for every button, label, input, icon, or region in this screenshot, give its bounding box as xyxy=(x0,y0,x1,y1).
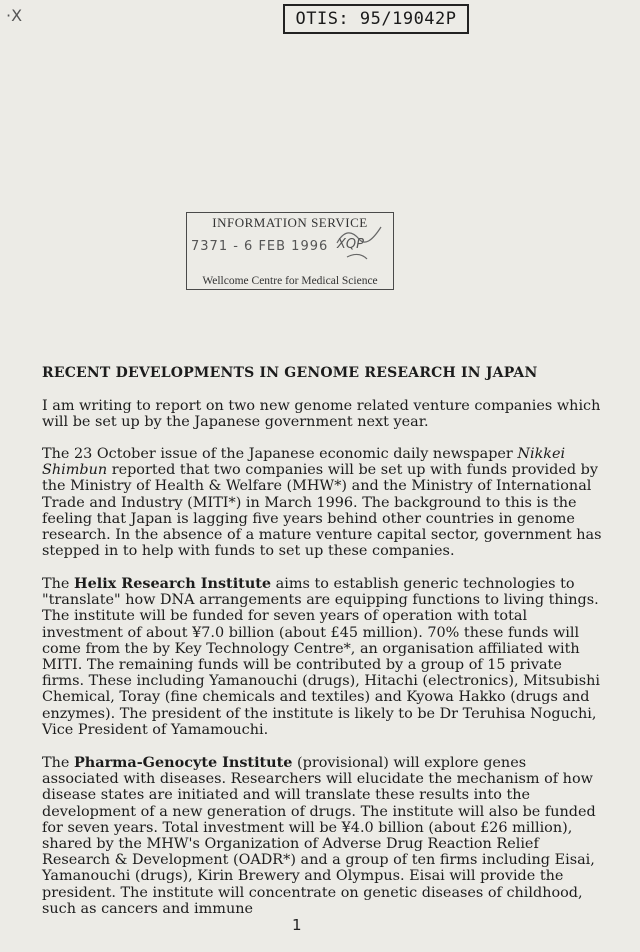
stamp-title: INFORMATION SERVICE xyxy=(212,215,368,230)
library-received-stamp xyxy=(186,212,394,290)
newspaper-name: Nikkei Shimbun xyxy=(42,446,566,479)
p3-text-end: aims to establish generic technologies to "translate" how DNA arrangements are equipping functions to living things. The institute will be funded for seven years of operation with total investment of about ¥7.0 billion (about £45 million). 70% these funds will come from the by Key Technology Centre*, an organisation affiliated with MITI. The remaining funds will be contributed by a group of 15 private firms. These including Yamanouchi (drugs), Hitachi (electronics), Mitsubishi Chemical, Toray (fine chemicals and textiles) and Kyowa Hakko (drugs and enzymes). The president of the institute is likely to be Dr Teruhisa Noguchi, Vice President of Yamamouchi. xyxy=(42,576,600,738)
page-number: 1 xyxy=(292,916,302,934)
paragraph-background xyxy=(42,446,602,559)
helix-institute-name: Helix Research Institute xyxy=(73,575,272,592)
paragraph-intro: I am writing to report on two new genome related venture companies which will be set up by the Japanese government next year. xyxy=(42,398,601,431)
p3-text-start: The xyxy=(42,576,74,592)
p4-text-start: The xyxy=(42,755,74,771)
paragraph-helix-institute xyxy=(42,576,602,738)
corner-handwritten-mark: ·X xyxy=(6,6,23,25)
p4-text-end: (provisional) will explore genes associated with diseases. Researchers will elucidate the mechanism of how disease states are initiated and will translate these results into the development of a new generation of drugs. The institute will also be funded for seven years. Total investment will be ¥4.0 billion (about £26 million), shared by the MHW's Organization of Adverse Drug Reaction Relief Research & Development (OADR*) and a group of ten firms including Eisai, Yamanouchi (drugs), Kirin Brewery and Olympus. Eisai will provide the president. The institute will concentrate on genetic diseases of childhood, such as cancers and immune xyxy=(42,755,596,917)
stamp-handwriting: XQP xyxy=(337,237,364,252)
paragraph-pharma-genocyte-institute xyxy=(42,755,602,917)
reference-number-box: OTIS: 95/19042P xyxy=(283,4,469,34)
p2-text-start: The 23 October issue of the Japanese economic daily newspaper xyxy=(42,446,518,462)
stamp-date: 7371 - 6 FEB 1996 xyxy=(191,239,329,254)
pharma-genocyte-institute-name: Pharma-Genocyte Institute xyxy=(73,754,293,771)
stamp-footer: Wellcome Centre for Medical Science xyxy=(202,275,378,287)
p2-text-end: reported that two companies will be set up with funds provided by the Ministry of Health & Welfare (MHW*) and the Ministry of International Trade and Industry (MITI*) in March 1996. The background to this is the feeling that Japan is lagging five years behind other countries in genome research. In the absence of a mature venture capital sector, government has stepped in to help with funds to set up these companies. xyxy=(42,462,602,560)
document-heading: RECENT DEVELOPMENTS IN GENOME RESEARCH IN JAPAN xyxy=(42,365,538,381)
